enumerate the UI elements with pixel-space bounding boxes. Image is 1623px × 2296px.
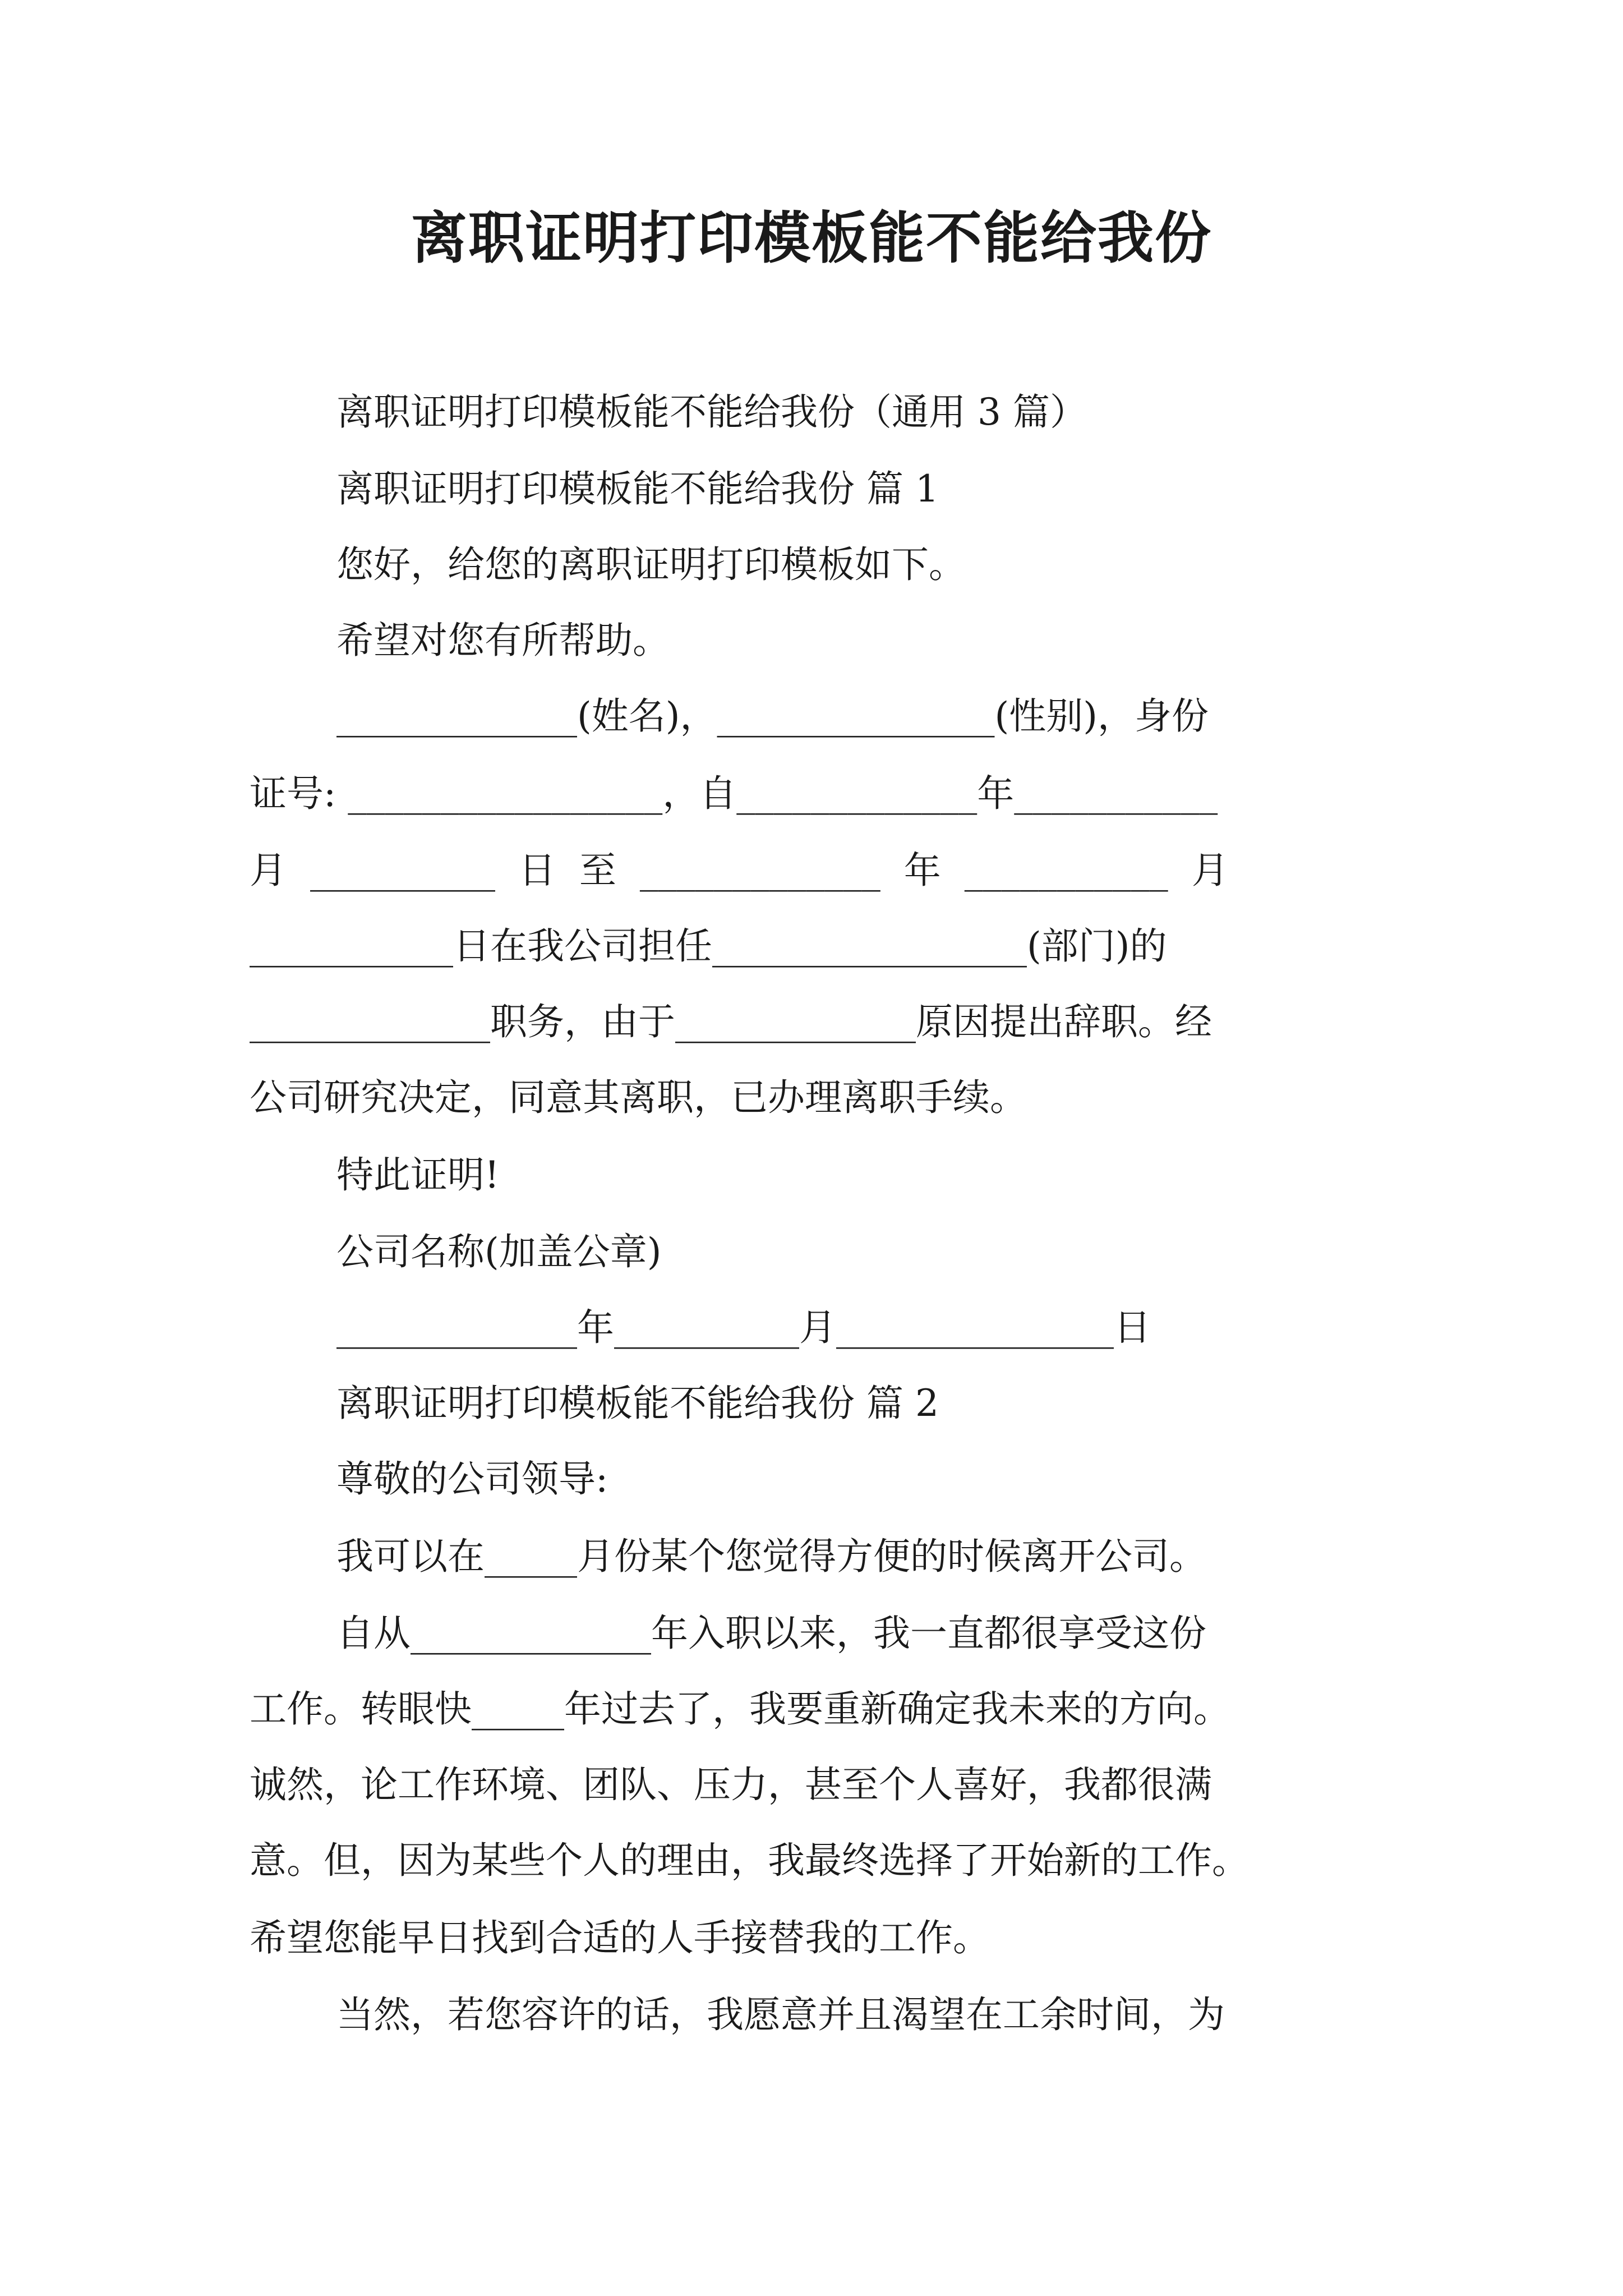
paragraph-line: 我可以在_____月份某个您觉得方便的时候离开公司。 bbox=[336, 1535, 1206, 1578]
paragraph-line: 工作。转眼快_____年过去了，我要重新确定我未来的方向。 bbox=[250, 1687, 1230, 1731]
paragraph-line: 公司名称(加盖公章) bbox=[336, 1230, 662, 1273]
paragraph-line: 尊敬的公司领导: bbox=[336, 1457, 608, 1501]
paragraph-line: 特此证明! bbox=[336, 1153, 500, 1197]
section-heading-1: 离职证明打印模板能不能给我份 篇 1 bbox=[336, 467, 939, 510]
paragraph-line: 您好，给您的离职证明打印模板如下。 bbox=[336, 543, 966, 586]
section-heading-2: 离职证明打印模板能不能给我份 篇 2 bbox=[336, 1382, 939, 1425]
paragraph-line: 证号: _________________，自_____________年___________ bbox=[250, 772, 1218, 815]
paragraph-line: 自从_____________年入职以来，我一直都很享受这份 bbox=[336, 1612, 1206, 1655]
paragraph-line: 意。但，因为某些个人的理由，我最终选择了开始新的工作。 bbox=[250, 1839, 1249, 1882]
subtitle-line: 离职证明打印模板能不能给我份（通用 3 篇） bbox=[336, 390, 1087, 434]
paragraph-line: 希望您能早日找到合适的人手接替我的工作。 bbox=[250, 1916, 990, 1959]
paragraph-line: _____________(姓名)，_______________(性别)，身份 bbox=[336, 694, 1209, 738]
date-line: _____________年__________月_______________日 bbox=[336, 1306, 1151, 1349]
paragraph-line: 月 __________ 日 至 _____________ 年 ___________ 月 bbox=[250, 849, 1229, 892]
document-title: 离职证明打印模板能不能给我份 bbox=[411, 205, 1212, 271]
paragraph-line: 公司研究决定，同意其离职，已办理离职手续。 bbox=[250, 1076, 1027, 1119]
paragraph-line: 当然，若您容许的话，我愿意并且渴望在工余时间，为 bbox=[336, 1993, 1225, 2036]
paragraph-line: 希望对您有所帮助。 bbox=[336, 619, 670, 662]
paragraph-line: _____________职务，由于_____________原因提出辞职。经 bbox=[250, 1000, 1212, 1043]
paragraph-line: 诚然，论工作环境、团队、压力，甚至个人喜好，我都很满 bbox=[250, 1763, 1212, 1806]
paragraph-line: ___________日在我公司担任_________________(部门)的 bbox=[250, 924, 1167, 968]
